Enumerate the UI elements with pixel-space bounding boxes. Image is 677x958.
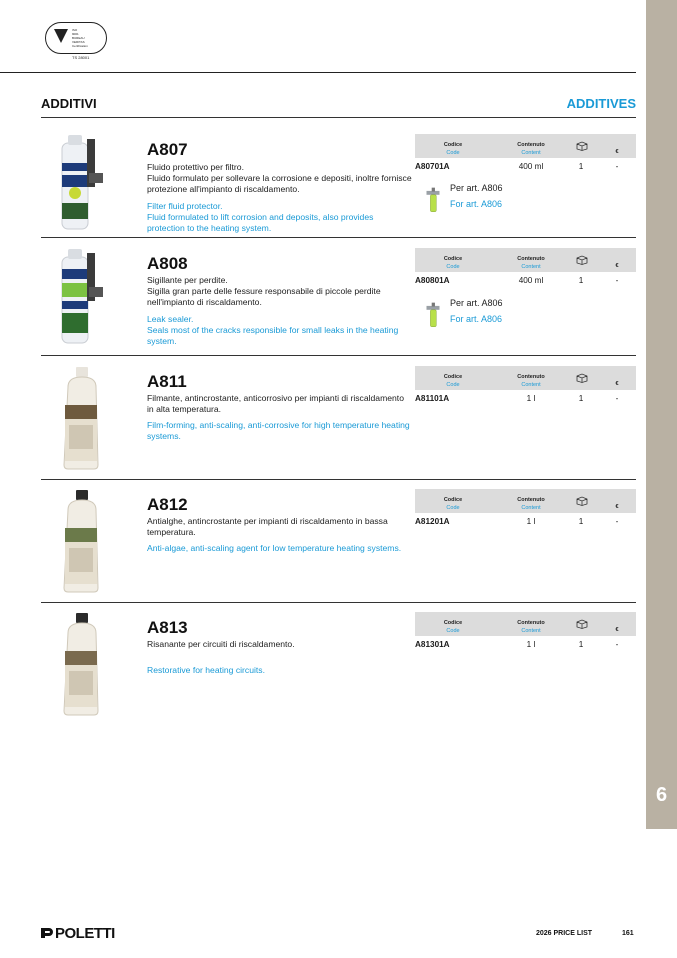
for-art-it: Per art. A806 [450, 183, 503, 193]
table-row [415, 390, 636, 404]
product-title: A812 [147, 495, 188, 514]
column-content-it: Contenuto [517, 497, 545, 503]
for-art-it: Per art. A806 [450, 298, 503, 308]
certification-logo: ISO 9001 BUREAU VERITAS Certification [45, 22, 107, 54]
product-content: 1 l [526, 517, 536, 526]
product-code: A81101A [415, 394, 450, 403]
product-code: A81301A [415, 640, 450, 649]
column-price: € [615, 504, 619, 510]
table-header [415, 134, 636, 158]
product-table [415, 366, 636, 404]
table-row [415, 513, 636, 527]
section-divider [41, 602, 636, 603]
chapter-number: 6 [655, 784, 668, 806]
section-divider [41, 355, 636, 356]
product-title: A808 [147, 254, 188, 273]
page-number: 161 [622, 930, 634, 937]
product-description-it: Fluido protettivo per filtro. Fluido formulato per sollevare la corrosione e depositi, inoltre fornisce protezione all'impianto di riscaldamento. [147, 162, 412, 194]
product-image-a813 [58, 611, 108, 716]
product-qty: 1 [578, 162, 584, 171]
product-description-en: Anti-algae, anti-scaling agent for low temperature heating systems. [147, 543, 402, 553]
column-code-it: Codice [443, 620, 463, 626]
certification-triangle-icon [54, 29, 68, 43]
table-row [415, 158, 636, 172]
product-description-it: Antialghe, antincrostante per impianti di riscaldamento in bassa temperatura. [147, 516, 388, 537]
column-code-it: Codice [443, 256, 463, 262]
column-code-en: Code [446, 505, 460, 511]
product-code: A81201A [415, 517, 450, 526]
product-content: 1 l [526, 394, 536, 403]
column-code-it: Codice [443, 374, 463, 380]
price-list-label: 2026 PRICE LIST [536, 930, 593, 937]
brand-logo [40, 925, 115, 942]
product-description-it: Sigillante per perdite. Sigilla gran parte delle fessure responsabile di piccole perdite nell'impianto di riscaldamento. [147, 275, 381, 307]
product-price: - [615, 276, 619, 285]
for-art-en: For art. A806 [450, 199, 503, 209]
column-code-en: Code [446, 264, 460, 270]
column-content-it: Contenuto [517, 374, 545, 380]
product-description-it: Risanante per circuiti di riscaldamento. [147, 639, 295, 649]
column-code-en: Code [446, 150, 460, 156]
column-code-it: Codice [443, 142, 463, 148]
column-code-en: Code [446, 382, 460, 388]
section-title-it: ADDITIVI [41, 96, 97, 111]
column-content-en: Content [521, 264, 541, 270]
product-price: - [615, 162, 619, 171]
column-price: € [615, 381, 619, 387]
package-box-icon [575, 255, 589, 268]
product-image-a807 [55, 133, 110, 231]
product-code: A80801A [415, 276, 450, 285]
product-price: - [615, 394, 619, 403]
column-code-en: Code [446, 628, 460, 634]
header-divider [0, 72, 636, 73]
table-header [415, 489, 636, 513]
compatible-article [415, 183, 535, 229]
column-content-en: Content [521, 505, 541, 511]
product-content: 1 l [526, 640, 536, 649]
section-divider [41, 237, 636, 238]
brand-mark-icon [40, 927, 54, 939]
table-row [415, 272, 636, 286]
filter-fitting-icon [419, 187, 447, 213]
column-code-it: Codice [443, 497, 463, 503]
package-box-icon [575, 373, 589, 386]
product-image-a811 [58, 365, 108, 470]
package-box-icon [575, 496, 589, 509]
product-qty: 1 [578, 394, 584, 403]
column-content-en: Content [521, 382, 541, 388]
product-description-en: Leak sealer. Seals most of the cracks responsible for small leaks in the heating system. [147, 314, 399, 346]
product-qty: 1 [578, 640, 584, 649]
product-table [415, 134, 636, 172]
product-description-en: Filter fluid protector. Fluid formulated to lift corrosion and deposits, also provides protection to the heating system. [147, 201, 374, 233]
package-box-icon [575, 141, 589, 154]
product-qty: 1 [578, 276, 584, 285]
product-price: - [615, 517, 619, 526]
package-box-icon [575, 619, 589, 632]
product-image-a812 [58, 488, 108, 593]
column-price: € [615, 263, 619, 269]
product-title: A811 [147, 372, 187, 391]
product-content: 400 ml [518, 276, 544, 285]
compatible-article [415, 298, 535, 344]
column-price: € [615, 627, 619, 633]
column-content-it: Contenuto [517, 142, 545, 148]
for-art-en: For art. A806 [450, 314, 503, 324]
certification-code: TS 28001 [72, 55, 90, 60]
section-divider [41, 117, 636, 118]
product-table [415, 248, 636, 286]
section-title-en: ADDITIVES [566, 96, 636, 111]
table-header [415, 612, 636, 636]
product-description-it: Filmante, antincrostante, anticorrosivo per impianti di riscaldamento in alta temperatura. [147, 393, 404, 414]
product-title: A807 [147, 140, 188, 159]
table-header [415, 248, 636, 272]
product-price: - [615, 640, 619, 649]
column-content-en: Content [521, 150, 541, 156]
column-content-it: Contenuto [517, 256, 545, 262]
chapter-tab [646, 0, 677, 829]
table-header [415, 366, 636, 390]
section-divider [41, 479, 636, 480]
filter-fitting-icon [419, 302, 447, 328]
product-image-a808 [55, 247, 110, 345]
product-description-en: Restorative for heating circuits. [147, 665, 265, 675]
column-price: € [615, 149, 619, 155]
product-content: 400 ml [518, 162, 544, 171]
table-row [415, 636, 636, 650]
product-title: A813 [147, 618, 188, 637]
product-code: A80701A [415, 162, 450, 171]
product-qty: 1 [578, 517, 584, 526]
product-table [415, 489, 636, 527]
column-content-en: Content [521, 628, 541, 634]
column-content-it: Contenuto [517, 620, 545, 626]
product-description-en: Film-forming, anti-scaling, anti-corrosive for high temperature heating systems. [147, 420, 410, 441]
brand-name: POLETTI [55, 925, 115, 942]
product-table [415, 612, 636, 650]
